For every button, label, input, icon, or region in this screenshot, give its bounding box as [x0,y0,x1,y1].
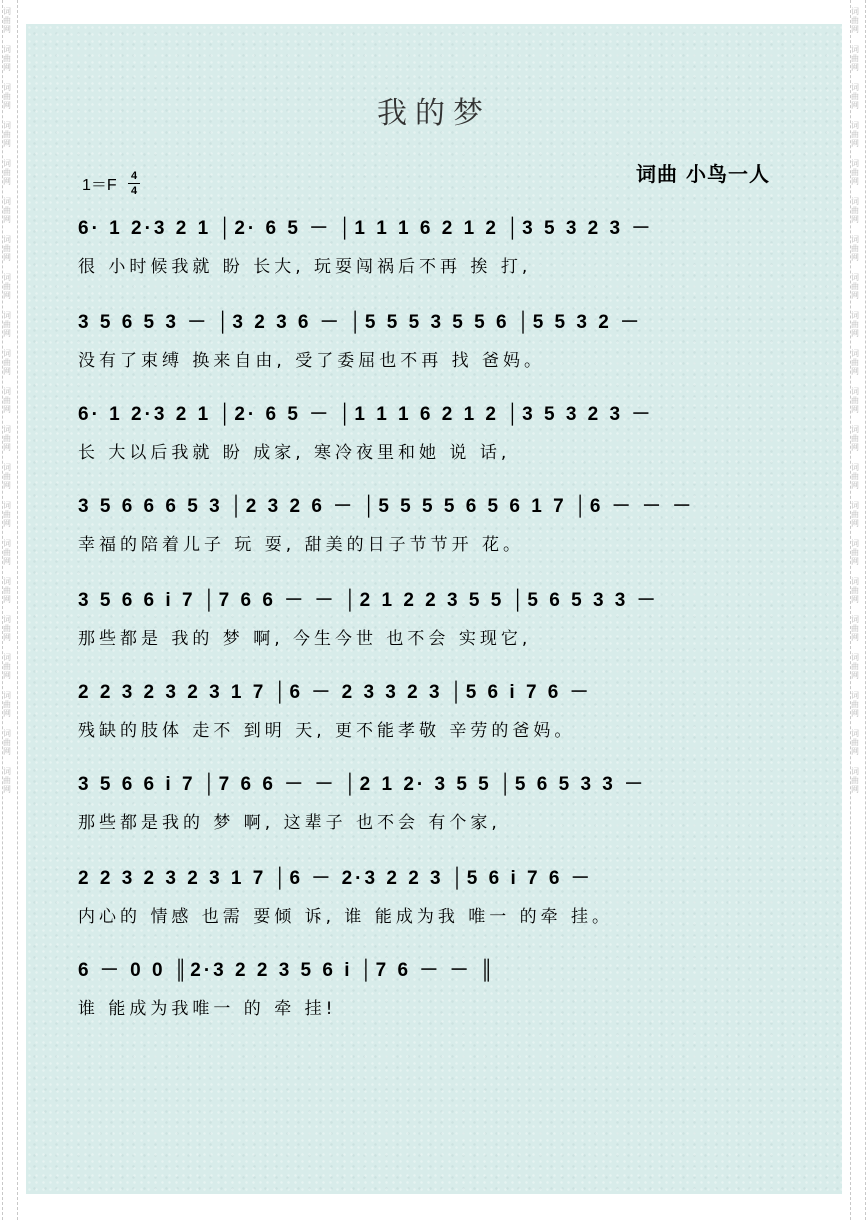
watermark-text: 词曲网 [3,121,11,148]
lyric-line: 内心的 情感 也需 要倾 诉, 谁 能成为我 唯一 的牵 挂。 [78,907,614,927]
watermark-text: 词曲网 [851,387,859,414]
watermark-text: 词曲网 [3,501,11,528]
watermark-text: 词曲网 [3,463,11,490]
watermark-text: 词曲网 [851,45,859,72]
notation-line: 3 5 6 6 i 7 │7 6 6 － － │2 1 2 2 3 5 5 │5 6 5 3 3 － [78,590,659,611]
watermark-text: 词曲网 [851,349,859,376]
watermark-text: 词曲网 [851,273,859,300]
lyric-line: 谁 能成为我唯一 的 牵 挂! [78,999,337,1019]
watermark-right [850,0,866,1220]
watermark-text: 词曲网 [3,311,11,338]
watermark-text: 词曲网 [851,83,859,110]
key-signature: 1＝F [82,177,117,194]
watermark-text: 词曲网 [851,235,859,262]
watermark-text: 词曲网 [851,311,859,338]
watermark-text: 词曲网 [851,7,859,34]
lyric-line: 长 大以后我就 盼 成家, 寒冷夜里和她 说 话, [78,443,511,463]
lyric-line: 那些都是我的 梦 啊, 这辈子 也不会 有个家, [78,813,501,833]
watermark-text: 词曲网 [851,121,859,148]
song-title: 我的梦 [377,96,491,131]
watermark-text: 词曲网 [3,767,11,794]
watermark-text: 词曲网 [3,235,11,262]
watermark-text: 词曲网 [3,539,11,566]
notation-line: 6 － 0 0 ║2·3 2 2 3 5 6 i │7 6 － － ║ [78,960,497,981]
watermark-text: 词曲网 [3,45,11,72]
notation-line: 6· 1 2·3 2 1 │2· 6 5 － │1 1 1 6 2 1 2 │3 5 3 2 3 － [78,404,654,425]
watermark-text: 词曲网 [851,653,859,680]
notation-line: 3 5 6 6 i 7 │7 6 6 － － │2 1 2· 3 5 5 │5 6 5 3 3 － [78,774,647,795]
lyric-line: 没有了束缚 换来自由, 受了委屈也不再 找 爸妈。 [78,351,546,371]
notation-line: 3 5 6 5 3 － │3 2 3 6 － │5 5 5 3 5 5 6 │5 5 3 2 － [78,312,643,333]
notation-line: 2 2 3 2 3 2 3 1 7 │6 － 2 3 3 2 3 │5 6 i 7 6 － [78,682,592,703]
lyric-line: 残缺的肢体 走不 到明 天, 更不能孝敬 辛劳的爸妈。 [78,721,576,741]
watermark-text: 词曲网 [851,767,859,794]
watermark-text: 词曲网 [851,501,859,528]
watermark-text: 词曲网 [3,83,11,110]
watermark-text: 词曲网 [3,273,11,300]
watermark-text: 词曲网 [3,691,11,718]
watermark-text: 词曲网 [851,615,859,642]
watermark-text: 词曲网 [3,425,11,452]
watermark-text: 词曲网 [851,729,859,756]
lyric-line: 幸福的陪着儿子 玩 耍, 甜美的日子节节开 花。 [78,535,525,555]
watermark-text: 词曲网 [3,653,11,680]
watermark-text: 词曲网 [851,691,859,718]
lyric-line: 那些都是 我的 梦 啊, 今生今世 也不会 实现它, [78,629,532,649]
meter-line [128,183,140,184]
meter-top: 4 [130,170,138,182]
watermark-text: 词曲网 [3,349,11,376]
watermark-text: 词曲网 [3,7,11,34]
watermark-text: 词曲网 [3,729,11,756]
watermark-text: 词曲网 [3,159,11,186]
watermark-left [2,0,18,1220]
watermark-text: 词曲网 [851,539,859,566]
watermark-text: 词曲网 [3,577,11,604]
time-signature [128,170,140,197]
notation-line: 6· 1 2·3 2 1 │2· 6 5 － │1 1 1 6 2 1 2 │3 5 3 2 3 － [78,218,654,239]
lyric-line: 很 小时候我就 盼 长大, 玩耍闯祸后不再 挨 打, [78,257,532,277]
watermark-text: 词曲网 [851,425,859,452]
notation-line: 3 5 6 6 6 5 3 │2 3 2 6 － │5 5 5 5 6 5 6 1 7 │6 － － － [78,496,695,517]
watermark-text: 词曲网 [851,159,859,186]
watermark-text: 词曲网 [851,197,859,224]
watermark-text: 词曲网 [851,577,859,604]
watermark-text: 词曲网 [3,387,11,414]
meter-bottom: 4 [130,185,138,197]
watermark-text: 词曲网 [3,197,11,224]
credit-line: 词曲 小鸟一人 [636,162,770,186]
watermark-text: 词曲网 [3,615,11,642]
watermark-text: 词曲网 [851,463,859,490]
notation-line: 2 2 3 2 3 2 3 1 7 │6 － 2·3 2 2 3 │5 6 i 7 6 － [78,868,593,889]
